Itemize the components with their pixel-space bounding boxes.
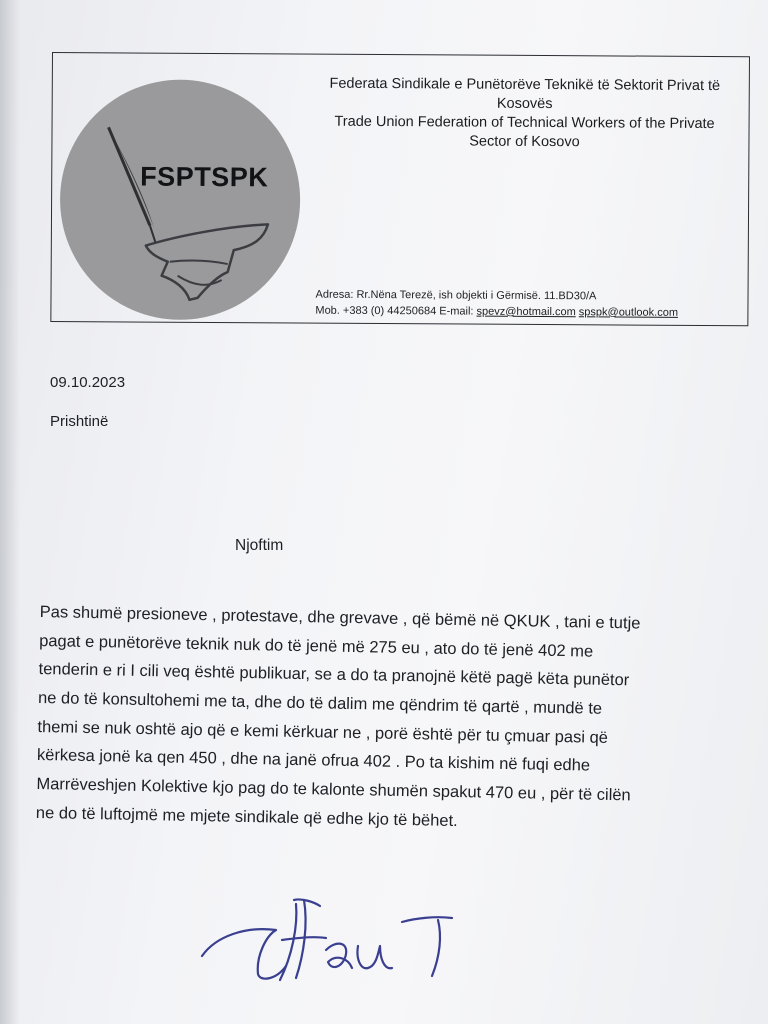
- letterhead: [50, 52, 750, 326]
- body-line: Pas shumë presioneve , protestave, dhe grevave , që bëmë në QKUK , tani e tutje: [39, 602, 641, 633]
- document-city: Prishtinë: [50, 413, 109, 430]
- email-link-1[interactable]: spevz@hotmail.com: [476, 305, 576, 319]
- address-line: Adresa: Rr.Nëna Terezë, ish objekti i Gërmisë. 11.BD30/A: [315, 288, 597, 303]
- handwritten-signature: [196, 896, 486, 986]
- anvil-quill-logo-icon: [57, 75, 303, 324]
- body-line: kërkesa jonë ka qen 450 , dhe na janë ofrua 402 . Po ta kishim në fuqi edhe: [36, 746, 591, 776]
- body-line: pagat e punëtorëve teknik nuk do të jenë më 275 eu , ato do të jenë 402 me: [39, 631, 594, 661]
- organization-name: [314, 75, 734, 154]
- body-line: ne do të konsultohemi me ta, dhe do të dalim me qëndrim të qartë , mundë te: [37, 689, 603, 718]
- org-name-sq-line-1: Federata Sindikale e Punëtorëve Teknikë të Sektorit Privat të: [329, 75, 721, 95]
- phone-text: Mob. +383 (0) 44250684 E-mail:: [315, 304, 477, 318]
- body-line: ne do të luftojmë me mjete sindikale që edhe kjo të bëhet.: [35, 803, 458, 830]
- body-line: themi se nuk oshtë ajo që e kemi kërkuar ne , porë është për tu çmuar pasi që: [37, 717, 609, 747]
- logo-text: FSPTSPK: [140, 161, 269, 193]
- union-logo: [57, 75, 303, 324]
- org-name-en-line-1: Trade Union Federation of Technical Workers of the Private: [334, 113, 715, 133]
- document-title: Njoftim: [235, 537, 284, 554]
- org-name-en-line-2: Sector of Kosovo: [469, 133, 580, 151]
- document-date: 09.10.2023: [50, 374, 126, 391]
- org-name-sq-line-2: Kosovës: [496, 95, 553, 113]
- signature-icon: [196, 896, 486, 986]
- body-line: tenderin e ri I cili veq është publikuar, se a do ta pranojnë këtë pagë këta punëtor: [38, 660, 630, 690]
- body-line: Marrëveshjen Kolektive kjo pag do te kalonte shumën spakut 470 eu , për të cilën: [36, 775, 631, 805]
- contact-line: [315, 303, 678, 321]
- contact-block: [315, 287, 678, 321]
- email-link-2[interactable]: spspk@outlook.com: [578, 306, 679, 319]
- page-edge-shadow: [0, 0, 20, 1024]
- document-body: [36, 598, 760, 841]
